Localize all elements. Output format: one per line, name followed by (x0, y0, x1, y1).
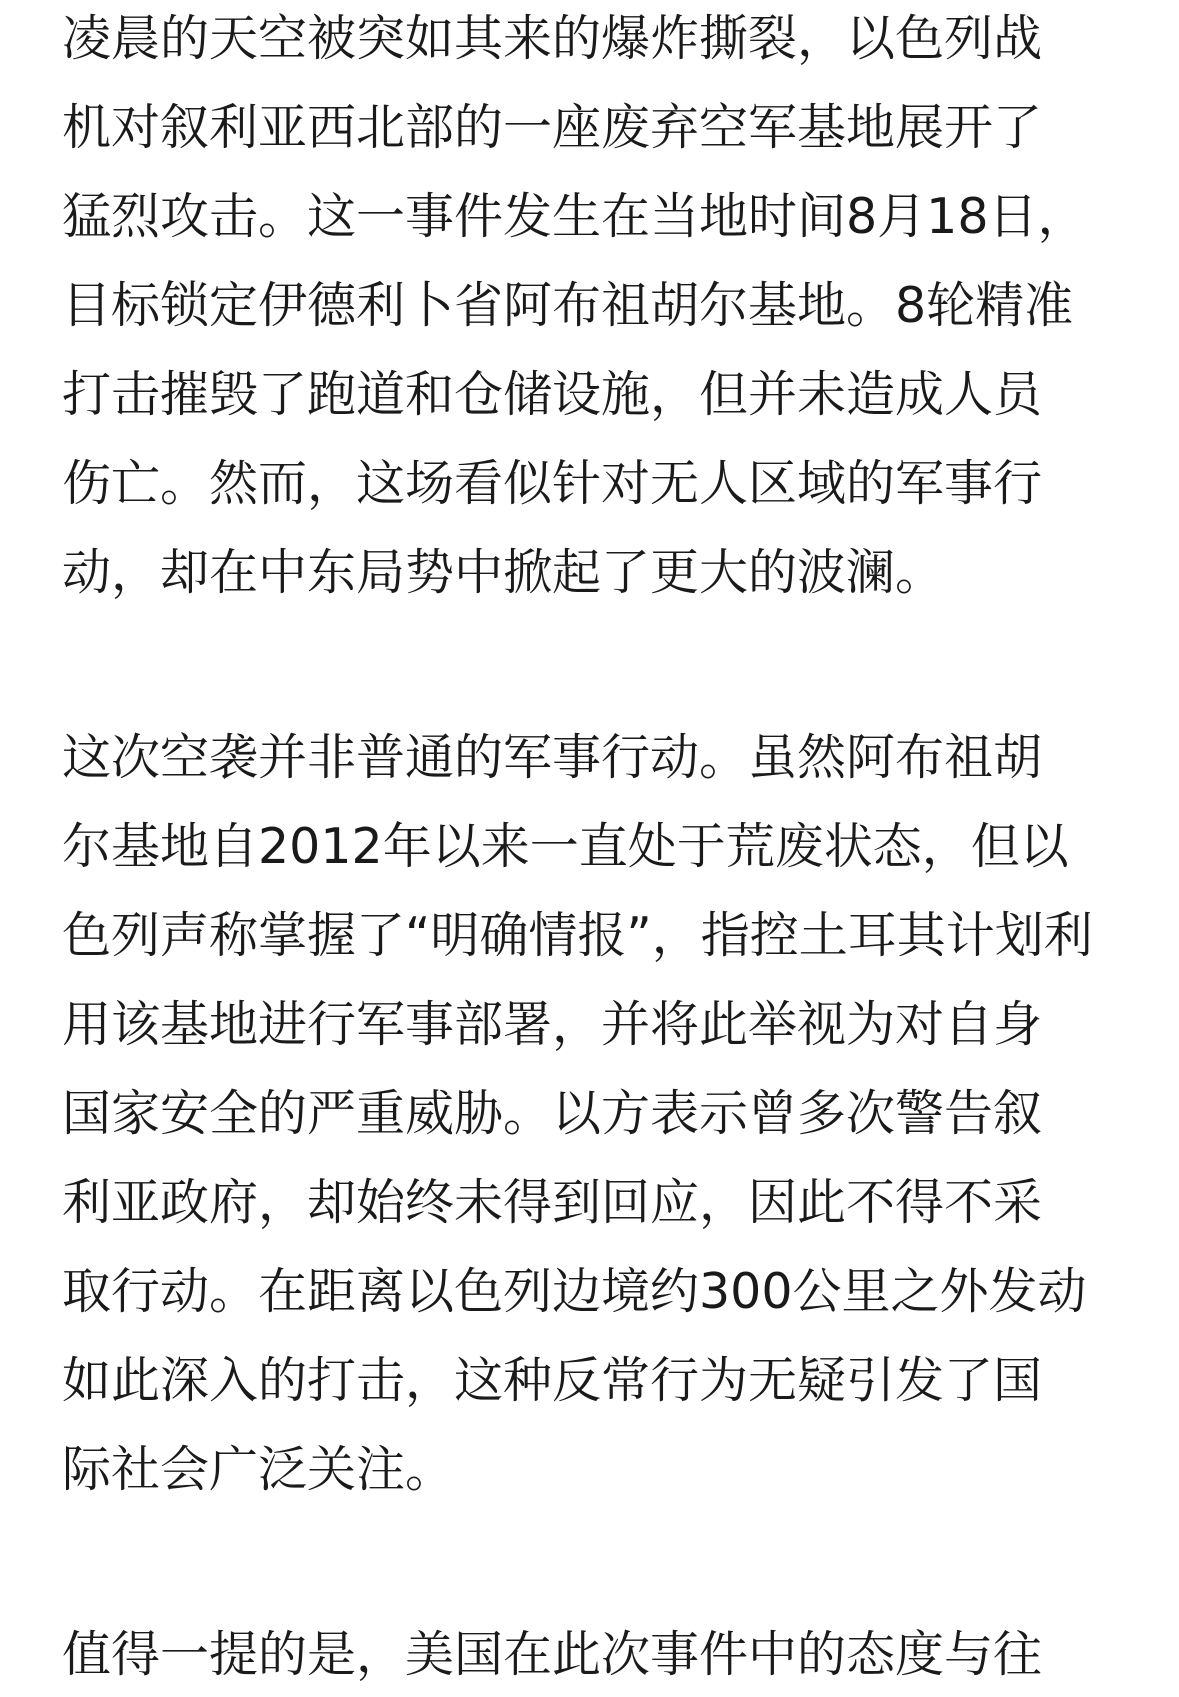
text-line: 用该基地进行军事部署，并将此举视为对自身 (62, 996, 1043, 1053)
text-line: 利亚政府，却始终未得到回应，因此不得不采 (62, 1174, 1043, 1231)
text-line: 如此深入的打击，这种反常行为无疑引发了国 (62, 1352, 1043, 1409)
paragraph (62, 715, 1110, 1512)
text-line: 目标锁定伊德利卜省阿布祖胡尔基地。8轮精准 (62, 277, 1074, 334)
paragraph (62, 1612, 1110, 1697)
text-line: 猛烈攻击。这一事件发生在当地时间8月18日， (62, 188, 1087, 245)
text-line: 凌晨的天空被突如其来的爆炸撕裂，以色列战 (62, 10, 1043, 67)
text-line: 际社会广泛关注。 (62, 1441, 455, 1498)
text-line: 尔基地自2012年以来一直处于荒废状态，但以 (62, 818, 1069, 875)
text-line: 打击摧毁了跑道和仓储设施，但并未造成人员 (62, 366, 1043, 423)
article-body (62, 0, 1110, 1697)
text-line: 取行动。在距离以色列边境约300公里之外发动 (62, 1263, 1087, 1320)
text-line: 值得一提的是，美国在此次事件中的态度与往 (62, 1626, 1043, 1683)
text-line: 伤亡。然而，这场看似针对无人区域的军事行 (62, 455, 1043, 512)
text-line: 国家安全的严重威胁。以方表示曾多次警告叙 (62, 1085, 1043, 1142)
text-line: 动，却在中东局势中掀起了更大的波澜。 (62, 544, 945, 601)
text-line: 色列声称掌握了“明确情报”，指控土耳其计划利 (62, 907, 1093, 964)
text-line: 机对叙利亚西北部的一座废弃空军基地展开了 (62, 99, 1043, 156)
paragraph (62, 0, 1110, 615)
text-line: 这次空袭并非普通的军事行动。虽然阿布祖胡 (62, 729, 1043, 786)
